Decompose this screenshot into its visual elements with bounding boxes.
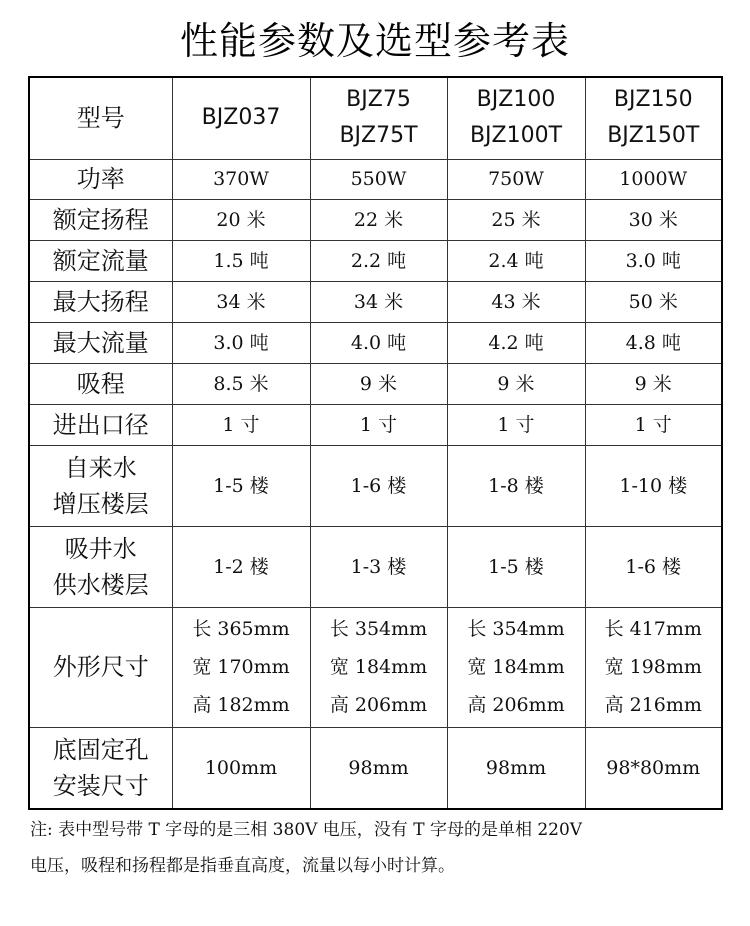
table-cell: 550W (310, 159, 447, 199)
footnote (30, 812, 730, 884)
model-header-cell (310, 77, 447, 159)
row-label: 额定扬程 (29, 199, 172, 240)
table-row (29, 526, 722, 607)
table-cell: 1 寸 (310, 404, 447, 445)
height-value: 高 216mm (604, 694, 702, 716)
row-label (29, 526, 172, 607)
height-value: 高 206mm (329, 694, 428, 716)
table-cell: 4.0 吨 (310, 322, 447, 363)
table-cell: 2.2 吨 (310, 240, 447, 281)
row-label (29, 727, 172, 809)
table-row (29, 281, 722, 322)
table-cell: 4.8 吨 (585, 322, 722, 363)
length-value: 长 365mm (192, 618, 290, 640)
row-label: 功率 (29, 159, 172, 199)
table-cell: 750W (447, 159, 585, 199)
table-cell: 4.2 吨 (447, 322, 585, 363)
table-cell: 3.0 吨 (172, 322, 310, 363)
model-header-label: 型号 (29, 77, 172, 159)
width-value: 宽 198mm (604, 656, 702, 678)
table-cell: 20 米 (172, 199, 310, 240)
row-label-line: 供水楼层 (52, 570, 149, 599)
table-cell: 2.4 吨 (447, 240, 585, 281)
table-row (29, 322, 722, 363)
mounting-row (29, 727, 722, 809)
row-label: 额定流量 (29, 240, 172, 281)
table-row (29, 363, 722, 404)
width-value: 宽 184mm (329, 656, 428, 678)
model-name: BJZ150 (613, 87, 693, 113)
model-name: BJZ75 (346, 87, 411, 113)
model-header-cell (585, 77, 722, 159)
width-value: 宽 184mm (467, 656, 565, 678)
table-row (29, 240, 722, 281)
table-cell: 1.5 吨 (172, 240, 310, 281)
table-cell: 50 米 (585, 281, 722, 322)
height-value: 高 182mm (192, 694, 290, 716)
table-cell: 9 米 (447, 363, 585, 404)
table-header-row (29, 77, 722, 159)
dimensions-row (29, 607, 722, 727)
width-value: 宽 170mm (192, 656, 290, 678)
model-name-three-phase: BJZ150T (607, 123, 700, 149)
table-cell: 1 寸 (172, 404, 310, 445)
row-label-line: 底固定孔 (52, 735, 149, 764)
dimension-cell (447, 607, 585, 727)
row-label: 进出口径 (29, 404, 172, 445)
table-row (29, 159, 722, 199)
table-cell: 98*80mm (585, 727, 722, 809)
table-cell: 1-5 楼 (172, 445, 310, 526)
row-label: 最大流量 (29, 322, 172, 363)
table-cell: 1-6 楼 (310, 445, 447, 526)
footnote-line: 电压，吸程和扬程都是指垂直高度，流量以每小时计算。 (30, 856, 455, 876)
dimension-cell (310, 607, 447, 727)
table-cell: 98mm (447, 727, 585, 809)
table-cell: 100mm (172, 727, 310, 809)
table-cell: 1-2 楼 (172, 526, 310, 607)
table-cell: 34 米 (172, 281, 310, 322)
table-cell: 1 寸 (585, 404, 722, 445)
table-cell: 1 寸 (447, 404, 585, 445)
length-value: 长 354mm (467, 618, 565, 640)
table-cell: 43 米 (447, 281, 585, 322)
model-name-three-phase: BJZ75T (339, 123, 418, 149)
table-cell: 1-6 楼 (585, 526, 722, 607)
table-cell: 3.0 吨 (585, 240, 722, 281)
row-label-line: 安装尺寸 (52, 771, 149, 800)
table-cell: 30 米 (585, 199, 722, 240)
footnote-line: 注: 表中型号带 T 字母的是三相 380V 电压，没有 T 字母的是单相 220V (30, 820, 583, 840)
spec-table (28, 76, 723, 810)
table-cell: 25 米 (447, 199, 585, 240)
model-header-cell (447, 77, 585, 159)
row-label: 吸程 (29, 363, 172, 404)
table-row (29, 199, 722, 240)
dimension-cell (172, 607, 310, 727)
row-label-line: 自来水 (64, 453, 137, 482)
table-cell: 9 米 (585, 363, 722, 404)
row-label: 外形尺寸 (29, 607, 172, 727)
table-cell: 370W (172, 159, 310, 199)
model-name: BJZ037 (201, 105, 281, 131)
length-value: 长 417mm (604, 618, 702, 640)
table-cell: 34 米 (310, 281, 447, 322)
table-cell: 1-5 楼 (447, 526, 585, 607)
row-label (29, 445, 172, 526)
row-label-line: 增压楼层 (52, 489, 149, 518)
model-header-cell (172, 77, 310, 159)
row-label-line: 吸井水 (64, 534, 137, 563)
table-cell: 1000W (585, 159, 722, 199)
table-cell: 8.5 米 (172, 363, 310, 404)
height-value: 高 206mm (467, 694, 565, 716)
page-title: 性能参数及选型参考表 (179, 19, 570, 63)
table-cell: 1-10 楼 (585, 445, 722, 526)
length-value: 长 354mm (329, 618, 428, 640)
table-cell: 1-3 楼 (310, 526, 447, 607)
table-cell: 22 米 (310, 199, 447, 240)
table-row (29, 404, 722, 445)
dimension-cell (585, 607, 722, 727)
model-name: BJZ100 (476, 87, 556, 113)
row-label: 最大扬程 (29, 281, 172, 322)
table-cell: 1-8 楼 (447, 445, 585, 526)
table-cell: 9 米 (310, 363, 447, 404)
table-row (29, 445, 722, 526)
model-name-three-phase: BJZ100T (469, 123, 563, 149)
table-cell: 98mm (310, 727, 447, 809)
